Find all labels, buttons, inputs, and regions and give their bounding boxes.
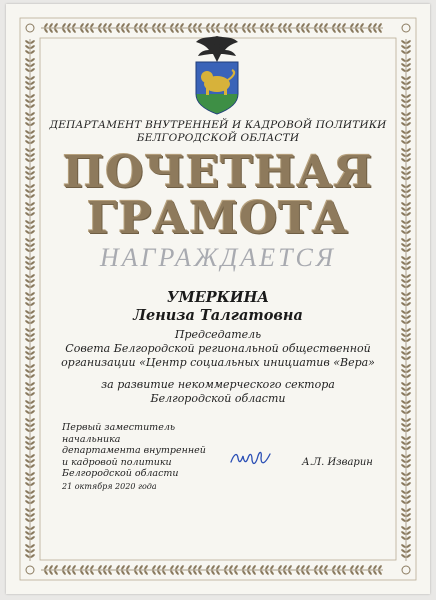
laurel-sprig — [311, 23, 329, 34]
laurel-sprig — [149, 23, 167, 34]
laurel-sprig — [25, 453, 36, 471]
laurel-sprig — [257, 565, 275, 576]
laurel-sprig — [77, 23, 95, 34]
laurel-sprig — [25, 489, 36, 507]
laurel-sprig — [329, 23, 347, 34]
laurel-sprig — [365, 565, 383, 576]
laurel-sprig — [59, 565, 77, 576]
laurel-sprig — [25, 93, 36, 111]
laurel-sprig — [113, 565, 131, 576]
laurel-sprig — [401, 57, 412, 75]
laurel-sprig — [347, 565, 365, 576]
laurel-sprig — [401, 93, 412, 111]
laurel-sprig — [77, 565, 95, 576]
laurel-sprig — [25, 435, 36, 453]
laurel-sprig — [25, 75, 36, 93]
signatory-title-line-2: департамента внутренней — [62, 445, 206, 456]
corner-ornament — [26, 24, 34, 32]
laurel-sprig — [95, 565, 113, 576]
position-line-2: Совета Белгородской региональной общественной — [65, 342, 371, 355]
signatory-title — [62, 422, 232, 480]
laurel-sprig — [275, 23, 293, 34]
laurel-sprig — [401, 39, 412, 57]
handwritten-signature — [228, 446, 274, 470]
corner-ornament — [402, 566, 410, 574]
title-line-2: ГРАМОТА — [87, 193, 349, 244]
recipient-surname: УМЕРКИНА — [166, 289, 270, 306]
laurel-sprig — [221, 565, 239, 576]
issue-date: 21 октября 2020 года — [62, 482, 157, 491]
certificate-sheet — [6, 4, 430, 594]
laurel-sprig — [401, 489, 412, 507]
awarded-heading: НАГРАЖДАЕТСЯ — [100, 243, 336, 272]
laurel-sprig — [185, 565, 203, 576]
laurel-sprig — [25, 39, 36, 57]
laurel-sprig — [401, 471, 412, 489]
laurel-sprig — [401, 75, 412, 93]
laurel-sprig — [25, 543, 36, 561]
laurel-sprig — [41, 565, 59, 576]
reason-line-1: за развитие некоммерческого сектора — [101, 378, 335, 391]
laurel-sprig — [25, 417, 36, 435]
department-line-1: ДЕПАРТАМЕНТ ВНУТРЕННЕЙ И КАДРОВОЙ ПОЛИТИКИ — [49, 119, 387, 131]
laurel-sprig — [329, 565, 347, 576]
laurel-sprig — [401, 435, 412, 453]
laurel-sprig — [149, 565, 167, 576]
signatory-title-line-3: и кадровой политики — [62, 456, 172, 468]
title-line-1: ПОЧЕТНАЯ — [62, 147, 374, 198]
signatory-name: А.Л. Изварин — [302, 457, 373, 468]
laurel-sprig — [113, 23, 131, 34]
recipient-given-name: Лениза Талгатовна — [133, 307, 303, 324]
laurel-sprig — [25, 471, 36, 489]
corner-ornament — [26, 566, 34, 574]
laurel-sprig — [25, 507, 36, 525]
laurel-sprig — [401, 543, 412, 561]
laurel-sprig — [275, 565, 293, 576]
corner-ornament — [402, 24, 410, 32]
laurel-sprig — [59, 23, 77, 34]
position-line-3: организации «Центр социальных инициатив «Вера» — [61, 356, 375, 369]
laurel-sprig — [239, 565, 257, 576]
laurel-sprig — [293, 565, 311, 576]
laurel-sprig — [167, 565, 185, 576]
laurel-sprig — [41, 23, 59, 34]
laurel-sprig — [131, 23, 149, 34]
laurel-sprig — [257, 23, 275, 34]
laurel-sprig — [401, 525, 412, 543]
laurel-sprig — [293, 23, 311, 34]
reason-line-2: Белгородской области — [150, 392, 286, 405]
laurel-sprig — [131, 565, 149, 576]
position-line-1: Председатель — [174, 328, 262, 341]
laurel-sprig — [347, 23, 365, 34]
laurel-sprig — [365, 23, 383, 34]
laurel-sprig — [401, 417, 412, 435]
laurel-sprig — [203, 565, 221, 576]
laurel-sprig — [95, 23, 113, 34]
laurel-sprig — [401, 507, 412, 525]
belgorod-coat-of-arms-icon — [182, 32, 252, 116]
laurel-sprig — [25, 525, 36, 543]
laurel-sprig — [25, 57, 36, 75]
laurel-sprig — [311, 565, 329, 576]
signatory-title-line-1: Первый заместитель начальника — [62, 422, 176, 445]
department-line-2: БЕЛГОРОДСКОЙ ОБЛАСТИ — [136, 132, 300, 144]
laurel-sprig — [401, 453, 412, 471]
signatory-title-line-4: Белгородской области — [62, 468, 179, 479]
